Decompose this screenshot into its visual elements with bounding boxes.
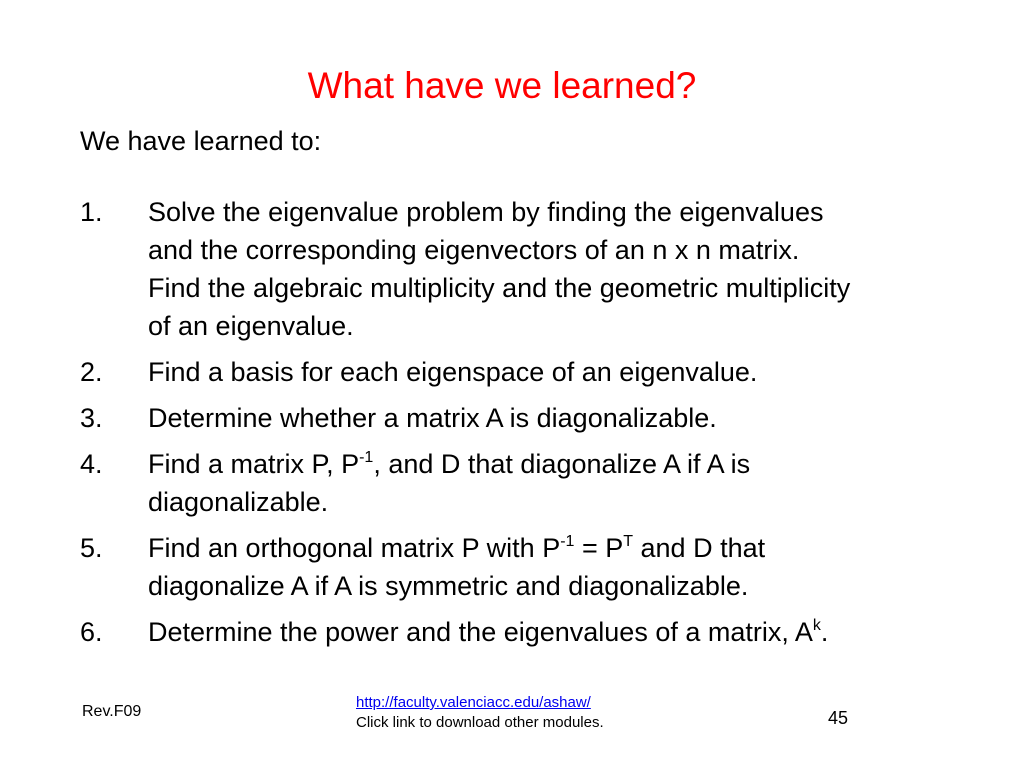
list-item-text-line: Find the algebraic multiplicity and the geometric multiplicity [148,273,851,303]
text-run: . [820,617,829,647]
list-item-1 [80,193,980,345]
list-item-text-line: Determine whether a matrix A is diagonalizable. [148,403,717,433]
list-item-5 [80,529,980,605]
text-run: and D that [633,533,766,563]
superscript: T [623,533,634,550]
list-item-number: 4. [80,449,103,479]
list-item-text-line [148,529,980,567]
learning-objectives-list [80,193,980,659]
list-item-number: 6. [80,617,103,647]
footer-center [356,693,604,733]
list-item-number: 1. [80,197,103,227]
list-item-text-line: diagonalize A if A is symmetric and diagonalizable. [148,571,749,601]
text-run: Find an orthogonal matrix P with P [148,533,561,563]
text-run: Determine the power and the eigenvalues of a matrix, A [148,617,813,647]
list-item-text-line: and the corresponding eigenvectors of an n x n matrix. [148,235,800,265]
slide-title: What have we learned? [307,65,697,106]
list-item-6 [80,613,980,651]
text-run: = P [574,533,624,563]
list-item-text-line [148,613,980,651]
list-item-number: 2. [80,357,103,387]
superscript: -1 [560,533,575,550]
modules-link[interactable]: http://faculty.valenciacc.edu/ashaw/ [356,694,591,711]
list-item-2 [80,353,980,391]
download-note: Click link to download other modules. [356,714,604,731]
list-item-text-line: of an eigenvalue. [148,311,354,341]
list-item-4 [80,445,980,521]
list-item-3 [80,399,980,437]
text-run: , and D that diagonalize A if A is [373,449,751,479]
intro-text: We have learned to: [80,126,322,156]
superscript: -1 [359,449,374,466]
list-item-number: 3. [80,403,103,433]
list-item-text-line: Solve the eigenvalue problem by finding the eigenvalues [148,197,824,227]
list-item-number: 5. [80,533,103,563]
list-item-text-line: Find a basis for each eigenspace of an eigenvalue. [148,357,758,387]
page-number: 45 [828,708,849,728]
superscript: k [812,617,821,634]
list-item-text-line: diagonalizable. [148,487,329,517]
text-run: Find a matrix P, P [148,449,360,479]
revision-label: Rev.F09 [82,703,142,720]
list-item-text-line [148,445,980,483]
